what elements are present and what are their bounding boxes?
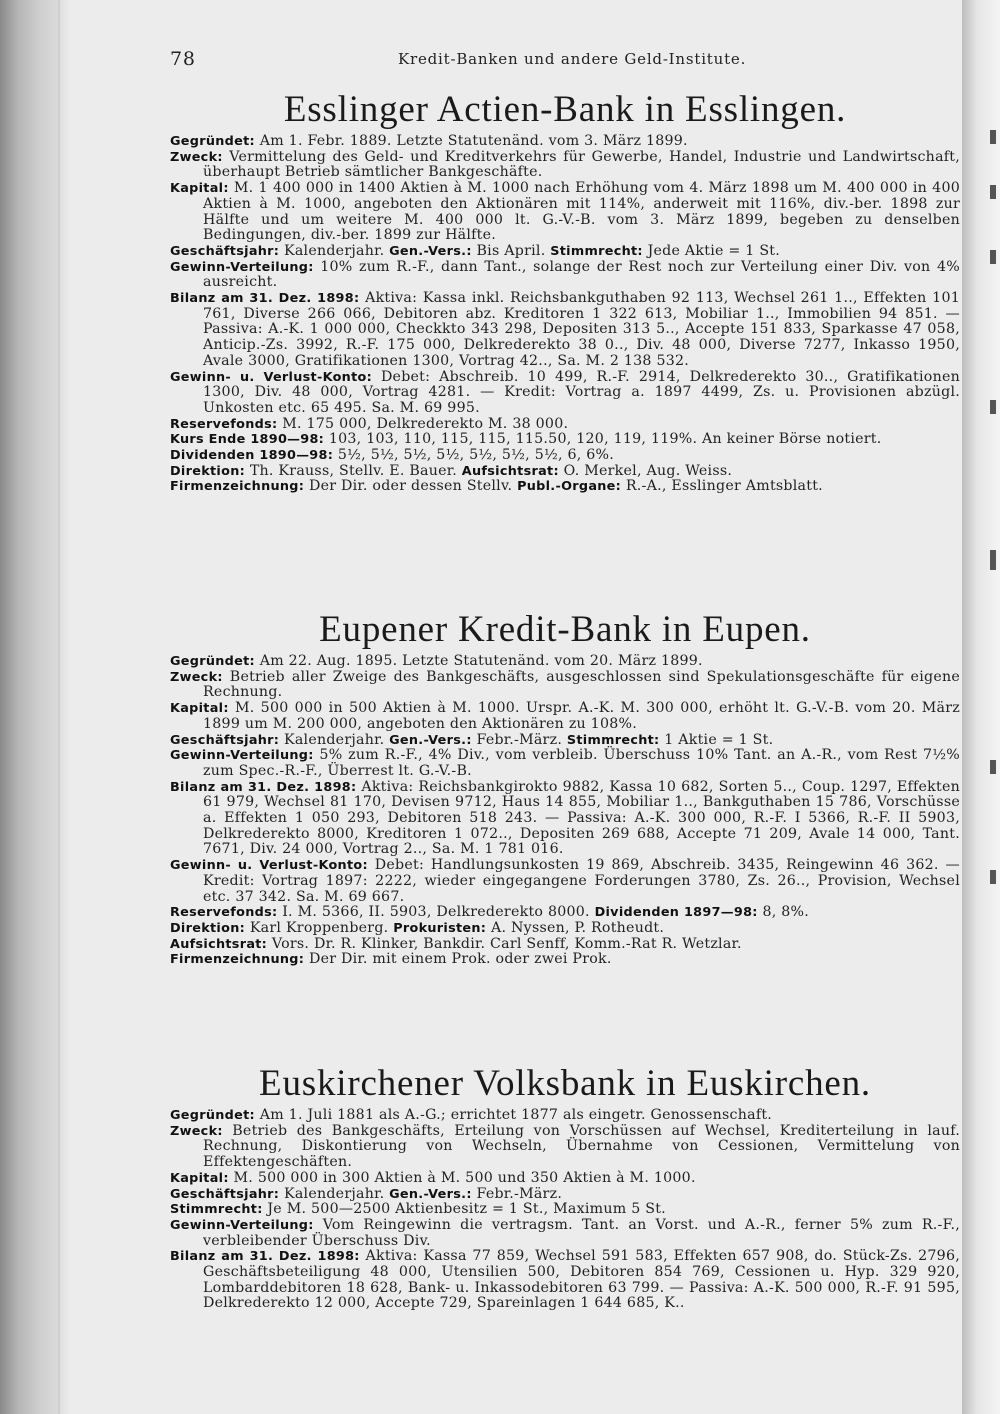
- entry-text: I. M. 5366, II. 5903, Delkrederekto 8000.: [282, 904, 590, 921]
- entry-text: Am 1. Febr. 1889. Letzte Statutenänd. vom 3. März 1899.: [259, 133, 688, 149]
- entry-key: Gewinn-Verteilung:: [170, 748, 314, 764]
- entry: [170, 244, 960, 260]
- entry-text: Debet: Handlungsunkosten 19 869, Abschreib. 3435, Reingewinn 46 362. — Kredit: Vortrag 1897: 2222, wieder eingegangene Forderungen 3780, Zs. 26.., Provision, Wechsel etc. 37 342. Sa. M. 69 667.: [203, 857, 960, 905]
- entry-key: Dividenden 1890—98:: [170, 448, 334, 464]
- entry-key: Direktion:: [170, 920, 246, 936]
- entry-text: 8, 8%.: [762, 904, 810, 921]
- section-body: [170, 1108, 960, 1312]
- entry-text: 10% zum R.-F., dann Tant., solange der Rest noch zur Verteilung einer Div. von 4% ausreicht.: [203, 258, 960, 291]
- entry: [170, 1124, 960, 1171]
- entry-key: Aufsichtsrat:: [170, 936, 268, 952]
- entry-key: Firmenzeichnung:: [170, 952, 305, 968]
- entry: [170, 1202, 960, 1218]
- entry: [170, 670, 960, 701]
- entry-key: Geschäftsjahr:: [170, 732, 280, 748]
- entry: [170, 952, 960, 968]
- entry-text: Bis April.: [476, 242, 546, 259]
- entry-key: Gen.-Vers.:: [389, 1186, 472, 1202]
- entry-key: Stimmrecht:: [170, 1202, 263, 1218]
- section-title: Esslinger Actien-Bank in Esslingen.: [283, 89, 847, 130]
- entry-key: Gen.-Vers.:: [389, 243, 472, 259]
- entry-key: Prokuristen:: [393, 920, 487, 936]
- entry-text: Febr.-März.: [476, 731, 563, 748]
- section-euskirchener: [170, 1062, 960, 1312]
- entry-key: Kurs Ende 1890—98:: [170, 432, 325, 448]
- entry-key: Gewinn-Verteilung:: [170, 1217, 314, 1233]
- entry-text: Kalenderjahr.: [283, 242, 385, 259]
- entry-key: Zweck:: [170, 669, 223, 685]
- entry-key: Zweck:: [170, 149, 223, 165]
- entry: [170, 181, 960, 244]
- entry-text: M. 500 000 in 500 Aktien à M. 1000. Urspr. A.-K. M. 300 000, erhöht lt. G.-V.-B. vom 20. März 1899 um M. 200 000, angeboten den Aktionären zu 108%.: [203, 700, 961, 732]
- entry: [170, 370, 960, 417]
- entry-key: Kapital:: [170, 1170, 229, 1186]
- entry-key: Gegründet:: [170, 1108, 255, 1123]
- entry-text: Jede Aktie = 1 St.: [647, 242, 781, 259]
- entry-key: Reservefonds:: [170, 416, 278, 432]
- entry-text: M. 175 000, Delkrederekto M. 38 000.: [282, 415, 569, 432]
- entry: [170, 921, 960, 937]
- entry-text: Der Dir. mit einem Prok. oder zwei Prok.: [308, 951, 612, 968]
- entry-text: Betrieb aller Zweige des Bankgeschäfts, ausgeschlossen sind Spekulationsgeschäfte für eigene Rechnung.: [203, 668, 960, 701]
- entry-key: Bilanz am 31. Dez. 1898:: [170, 779, 357, 795]
- entry: [170, 937, 960, 953]
- entry: [170, 733, 960, 749]
- entry-text: M. 500 000 in 300 Aktien à M. 500 und 350 Aktien à M. 1000.: [233, 1169, 696, 1186]
- entry-key: Zweck:: [170, 1123, 223, 1139]
- section-body: [170, 134, 960, 495]
- entry-key: Publ.-Organe:: [517, 479, 622, 495]
- entry-text: Betrieb des Bankgeschäfts, Erteilung von Vorschüssen auf Wechsel, Krediterteilung in lauf. Rechnung, Diskontierung von Wechseln, Übernahme von Cessionen, Vermittelung von Effektengeschäften.: [203, 1122, 960, 1171]
- entry-text: 5½, 5½, 5½, 5½, 5½, 5½, 5½, 6, 6%.: [337, 447, 615, 464]
- entry: [170, 417, 960, 433]
- entry-text: Debet: Abschreib. 10 499, R.-F. 2914, Delkrederekto 30.., Gratifikationen 1300, Div. 48 000, Vortrag 4281. — Kredit: Vortrag a. 1897 4499, Zs. u. Provisionen abzügl. Unkosten etc. 65 495. Sa. M. 69 995.: [203, 368, 960, 416]
- entry-key: Bilanz am 31. Dez. 1898:: [170, 291, 360, 307]
- entry-key: Bilanz am 31. Dez. 1898:: [170, 1249, 360, 1265]
- entry-key: Stimmrecht:: [566, 732, 660, 748]
- page-number: 78: [170, 48, 196, 70]
- entry-text: Vom Reingewinn die vertragsm. Tant. an Vorst. und A.-R., ferner 5% zum R.-F., verbleibender Überschuss Div.: [203, 1216, 960, 1249]
- page-left-edge: [60, 0, 70, 1414]
- entry: [170, 1218, 960, 1249]
- entry-text: Am 22. Aug. 1895. Letzte Statutenänd. vom 20. März 1899.: [259, 653, 703, 669]
- entry-key: Stimmrecht:: [550, 243, 643, 259]
- entry-text: R.-A., Esslinger Amtsblatt.: [625, 478, 823, 495]
- entry: [170, 479, 960, 495]
- entry-key: Kapital:: [170, 181, 229, 197]
- entry-text: Karl Kroppenberg.: [249, 919, 389, 936]
- entry-key: Geschäftsjahr:: [170, 243, 280, 259]
- entry: [170, 780, 960, 859]
- section-eupener: [170, 608, 960, 968]
- entry-key: Direktion:: [170, 463, 246, 479]
- entry-key: Gewinn- u. Verlust-Konto:: [170, 369, 372, 385]
- entry: [170, 654, 960, 670]
- entry: [170, 291, 960, 370]
- entry: [170, 260, 960, 291]
- entry: [170, 748, 960, 779]
- entry-text: Je M. 500—2500 Aktienbesitz = 1 St., Maximum 5 St.: [267, 1201, 666, 1218]
- entry-key: Gegründet:: [170, 654, 255, 669]
- entry-key: Geschäftsjahr:: [170, 1186, 280, 1202]
- entry: [170, 1171, 960, 1187]
- scan-right-strip: [962, 0, 1000, 1414]
- entry-text: 5% zum R.-F., 4% Div., vom verbleib. Überschuss 10% Tant. an A.-R., vom Rest 7½% zum Spec.-R.-F., Überrest lt. G.-V.-B.: [203, 747, 961, 779]
- entry: [170, 1187, 960, 1203]
- section-title: Eupener Kredit-Bank in Eupen.: [319, 609, 811, 650]
- entry: [170, 1249, 960, 1312]
- entry-text: A. Nyssen, P. Rotheudt.: [491, 919, 665, 936]
- entry-text: Aktiva: Kassa inkl. Reichsbankguthaben 92 113, Wechsel 261 1.., Effekten 101 761, Diverse 266 066, Debitoren abz. Kreditoren 1 322 613, Mobiliar 1.., Immobilien 94 851. — Passiva: A.-K. 1 000 000, Checkkto 343 298, Depositen 313 5.., Accepte 151 833, Sparkasse 47 058, Anticip.-Zs. 3992, R.-F. 175 000, Delkrederekto 38 0.., Div. 48 000, Diverse 7277, Inkasso 1950, Avale 3000, Gratifikationen 1300, Vortrag 42.., Sa. M. 2 138 532.: [203, 290, 961, 369]
- entry-text: Aktiva: Reichsbankgirokto 9882, Kassa 10 682, Sorten 5.., Coup. 1297, Effekten 61 979, Wechsel 81 170, Devisen 9712, Haus 14 855, Mobiliar 1.., Bankguthaben 15 786, Vorschüsse a. Effekten 1 050 293, Debitoren 518 243. — Passiva: A.-K. 300 000, R.-F. I 5366, R.-F. II 5903, Delkrederekto 8000, Kreditoren 1 072.., Depositen 269 688, Accepte 71 209, Avale 14 000, Tant. 7671, Div. 24 000, Vortrag 2.., Sa. M. 1 781 016.: [203, 778, 960, 858]
- entry: [170, 150, 960, 181]
- entry-text: Kalenderjahr.: [283, 731, 385, 748]
- entry-text: Aktiva: Kassa 77 859, Wechsel 591 583, Effekten 657 908, do. Stück-Zs. 2796, Geschäftsbeteiligung 48 000, Utensilien 500, Debitoren 854 769, Cessionen u. Hyp. 329 920, Lombarddebitoren 18 628, Bank- u. Inkassodebitoren 63 799. — Passiva: A.-K. 500 000, R.-F. 91 595, Delkrederekto 12 000, Accepte 729, Spareinlagen 1 644 685, K..: [203, 1248, 960, 1312]
- entry: [170, 858, 960, 905]
- entry-text: M. 1 400 000 in 1400 Aktien à M. 1000 nach Erhöhung vom 4. März 1898 um M. 400 000 in 400 Aktien à M. 1000, angeboten den Aktionären mit 114%, anderweit mit 116%, div.-ber. 1898 zur Hälfte und um weitere M. 400 000 lt. G.-V.-B. vom 3. März 1899, begeben zu denselben Bedingungen, div.-ber. 1899 zur Hälfte.: [203, 180, 960, 244]
- entry-key: Firmenzeichnung:: [170, 479, 305, 495]
- entry-key: Reservefonds:: [170, 905, 278, 921]
- entry-key: Aufsichtsrat:: [461, 463, 559, 479]
- scan-left-margin: [0, 0, 58, 1414]
- section-title: Euskirchener Volksbank in Euskirchen.: [259, 1063, 871, 1104]
- entry: [170, 701, 960, 732]
- entry-key: Gewinn- u. Verlust-Konto:: [170, 858, 368, 874]
- entry-text: Vors. Dr. R. Klinker, Bankdir. Carl Senff, Komm.-Rat R. Wetzlar.: [271, 935, 742, 952]
- entry-text: 103, 103, 110, 115, 115, 115.50, 120, 119, 119%. An keiner Börse notiert.: [328, 431, 882, 448]
- running-title: Kredit-Banken und andere Geld-Institute.: [398, 50, 747, 68]
- entry-key: Gegründet:: [170, 134, 255, 149]
- entry: [170, 464, 960, 480]
- entry-key: Gen.-Vers.:: [389, 732, 472, 748]
- entry: [170, 134, 960, 150]
- entry-text: Kalenderjahr.: [283, 1185, 385, 1202]
- entry-text: Th. Krauss, Stellv. E. Bauer.: [249, 462, 458, 479]
- entry-text: O. Merkel, Aug. Weiss.: [563, 462, 733, 479]
- entry-text: 1 Aktie = 1 St.: [664, 731, 774, 748]
- entry: [170, 1108, 960, 1124]
- section-body: [170, 654, 960, 968]
- entry-key: Gewinn-Verteilung:: [170, 259, 314, 275]
- entry-text: Der Dir. oder dessen Stellv.: [308, 478, 513, 495]
- entry: [170, 448, 960, 464]
- entry-text: Vermittelung des Geld- und Kreditverkehrs für Gewerbe, Handel, Industrie und Landwirtschaft, überhaupt Betrieb sämtlicher Bankgeschäfte.: [203, 148, 960, 181]
- entry-key: Kapital:: [170, 701, 229, 717]
- entry: [170, 432, 960, 448]
- entry-key: Dividenden 1897—98:: [594, 905, 758, 921]
- section-esslinger: [170, 88, 960, 495]
- entry-text: Febr.-März.: [476, 1185, 563, 1202]
- entry: [170, 905, 960, 921]
- entry-text: Am 1. Juli 1881 als A.-G.; errichtet 1877 als eingetr. Genossenschaft.: [259, 1107, 773, 1123]
